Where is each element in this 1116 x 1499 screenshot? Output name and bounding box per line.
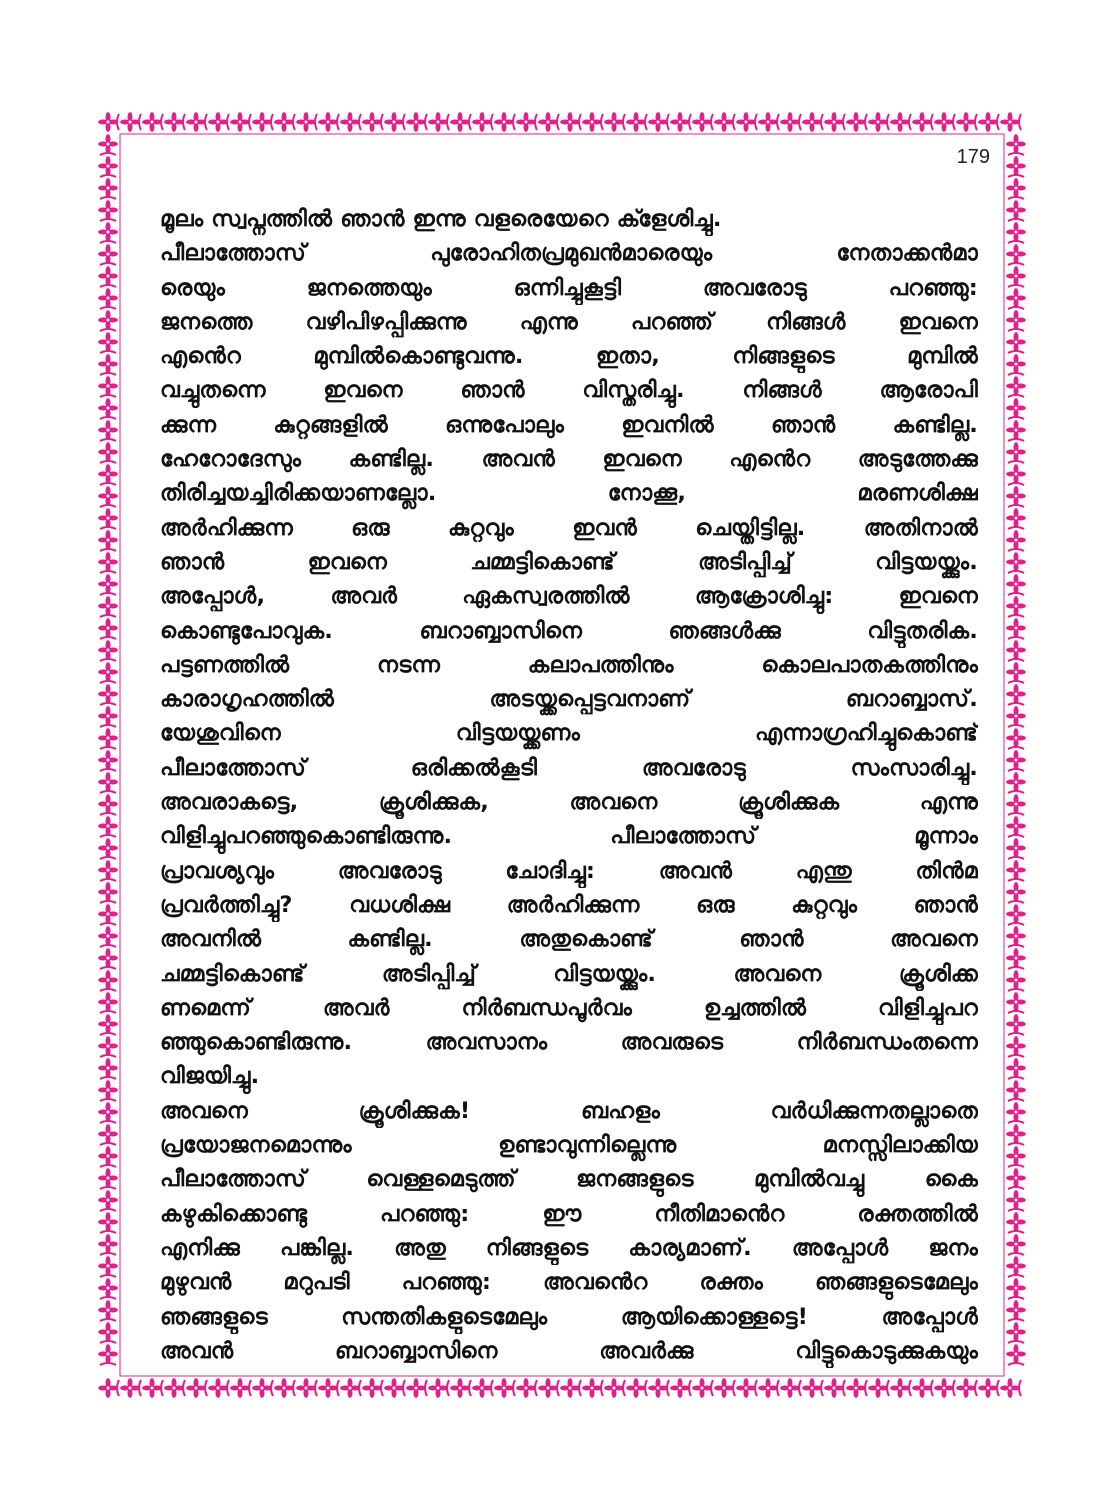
border-flower-motif	[98, 420, 118, 441]
border-flower-motif	[846, 1378, 867, 1398]
border-flower-motif	[296, 112, 317, 132]
border-flower-motif	[736, 112, 757, 132]
border-flower-motif	[450, 1378, 471, 1398]
border-flower-motif	[98, 288, 118, 309]
border-flower-motif	[98, 1036, 118, 1057]
border-flower-motif	[98, 860, 118, 881]
border-flower-motif	[98, 1014, 118, 1035]
border-flower-motif	[780, 112, 801, 132]
border-flower-motif	[318, 1378, 339, 1398]
text-line: ഞങ്ങളുടെ സന്തതികളുടെമേലും ആയിക്കൊള്ളട്ടെ! അപ്പോൾ	[160, 1303, 978, 1330]
border-flower-motif	[1006, 992, 1026, 1013]
border-flower-motif	[1006, 420, 1026, 441]
text-line: ണമെന്ന് അവർ നിർബന്ധപൂർവം ഉച്ചത്തിൽ വിളിച്ചുപറ	[160, 994, 978, 1021]
border-flower-motif	[186, 1378, 207, 1398]
border-flower-motif	[714, 112, 735, 132]
border-flower-motif	[98, 772, 118, 793]
body-text	[160, 202, 978, 1368]
border-flower-motif	[98, 530, 118, 551]
border-flower-motif	[472, 112, 493, 132]
border-flower-motif	[362, 1378, 383, 1398]
border-flower-motif	[912, 1378, 933, 1398]
border-flower-motif	[98, 266, 118, 287]
border-flower-motif	[494, 1378, 515, 1398]
border-flower-motif	[824, 112, 845, 132]
border-flower-motif	[934, 1378, 955, 1398]
border-flower-motif	[1006, 640, 1026, 661]
border-flower-motif	[186, 112, 207, 132]
border-flower-motif	[582, 112, 603, 132]
border-flower-motif	[956, 112, 977, 132]
border-flower-motif	[208, 112, 229, 132]
border-flower-motif	[98, 618, 118, 639]
border-flower-motif	[98, 750, 118, 771]
border-flower-motif	[98, 1190, 118, 1211]
border-flower-motif	[1006, 750, 1026, 771]
text-line: വിജയിച്ചു.	[160, 1063, 260, 1090]
border-flower-motif	[1006, 1102, 1026, 1123]
border-flower-motif	[274, 1378, 295, 1398]
border-flower-motif	[1006, 1168, 1026, 1189]
text-line: പ്രവർത്തിച്ചു? വധശിക്ഷ അർഹിക്കുന്ന ഒരു കുറ്റവും ഞാൻ	[160, 891, 978, 918]
border-flower-motif	[758, 1378, 779, 1398]
border-flower-motif	[1006, 486, 1026, 507]
border-flower-motif	[758, 112, 779, 132]
border-flower-motif	[1006, 684, 1026, 705]
border-flower-motif	[450, 112, 471, 132]
border-flower-motif	[648, 112, 669, 132]
border-flower-motif	[296, 1378, 317, 1398]
text-line: ക്കുന്ന കുറ്റങ്ങളിൽ ഒന്നുപോലും ഇവനിൽ ഞാൻ കണ്ടില്ല.	[160, 411, 978, 438]
border-flower-motif	[1006, 288, 1026, 309]
border-flower-motif	[1000, 1378, 1021, 1398]
border-flower-motif	[98, 1146, 118, 1167]
border-flower-motif	[98, 882, 118, 903]
border-flower-motif	[1006, 1080, 1026, 1101]
border-flower-motif	[98, 728, 118, 749]
border-flower-motif	[98, 1300, 118, 1321]
border-flower-motif	[98, 1278, 118, 1299]
text-line: പീലാത്തോസ് പുരോഹിതപ്രമുഖൻമാരെയും നേതാക്കൻമാ	[160, 240, 978, 267]
border-flower-motif	[98, 992, 118, 1013]
border-flower-motif	[1006, 618, 1026, 639]
border-flower-motif	[802, 112, 823, 132]
border-flower-motif	[98, 1256, 118, 1277]
border-flower-motif	[428, 112, 449, 132]
border-flower-motif	[582, 1378, 603, 1398]
border-flower-motif	[1006, 860, 1026, 881]
border-flower-motif	[824, 1378, 845, 1398]
text-line: രെയും ജനത്തെയും ഒന്നിച്ചുകൂട്ടി അവരോടു പറഞ്ഞു:	[160, 274, 978, 301]
text-line: എനിക്കു പങ്കില്ല. അതു നിങ്ങളുടെ കാര്യമാണ്. അപ്പോൾ ജനം	[160, 1234, 978, 1261]
border-flower-motif	[604, 112, 625, 132]
border-flower-motif	[428, 1378, 449, 1398]
border-flower-motif	[1006, 244, 1026, 265]
border-flower-motif	[406, 112, 427, 132]
border-flower-motif	[1006, 398, 1026, 419]
border-flower-motif	[98, 1102, 118, 1123]
text-line: പീലാത്തോസ് ഒരിക്കൽകൂടി അവരോടു സംസാരിച്ചു.	[160, 754, 978, 781]
border-flower-motif	[98, 1234, 118, 1255]
border-flower-motif	[1006, 178, 1026, 199]
border-flower-motif	[912, 112, 933, 132]
border-flower-motif	[98, 1058, 118, 1079]
border-flower-motif	[846, 112, 867, 132]
text-line: ചമ്മട്ടികൊണ്ട് അടിപ്പിച്ച് വിട്ടയയ്ക്കും. അവനെ ക്രൂശിക്ക	[160, 960, 978, 987]
border-flower-motif	[1006, 596, 1026, 617]
border-flower-motif	[98, 376, 118, 397]
border-flower-motif	[98, 178, 118, 199]
border-flower-motif	[98, 508, 118, 529]
border-flower-motif	[956, 1378, 977, 1398]
border-flower-motif	[98, 552, 118, 573]
border-flower-motif	[362, 112, 383, 132]
text-line: മൂലം സ്വപ്നത്തിൽ ഞാൻ ഇന്നു വളരെയേറെ ക്ളേശിച്ചു.	[160, 206, 722, 232]
border-flower-motif	[1006, 904, 1026, 925]
border-flower-motif	[560, 112, 581, 132]
border-flower-motif	[384, 1378, 405, 1398]
border-flower-motif	[340, 112, 361, 132]
border-flower-motif	[978, 1378, 999, 1398]
border-flower-motif	[142, 1378, 163, 1398]
border-flower-motif	[1006, 574, 1026, 595]
border-flower-motif	[1006, 1058, 1026, 1079]
border-flower-motif	[98, 662, 118, 683]
text-line: അവൻ ബറാബ്ബാസിനെ അവർക്കു വിട്ടുകൊടുക്കുകയും	[160, 1337, 978, 1364]
text-line: പീലാത്തോസ് വെള്ളമെടുത്ത് ജനങ്ങളുടെ മുമ്പിൽവച്ചു കൈ	[160, 1166, 978, 1193]
border-flower-motif	[98, 464, 118, 485]
border-flower-motif	[98, 486, 118, 507]
border-flower-motif	[1006, 1322, 1026, 1343]
text-line: തിരിച്ചയച്ചിരിക്കയാണല്ലോ. നോക്കൂ, മരണശിക്ഷ	[160, 480, 978, 507]
border-flower-motif	[538, 112, 559, 132]
border-flower-motif	[1006, 816, 1026, 837]
text-line: അവനിൽ കണ്ടില്ല. അതുകൊണ്ട് ഞാൻ അവനെ	[160, 926, 978, 953]
border-flower-motif	[1006, 508, 1026, 529]
border-flower-motif	[1006, 134, 1026, 155]
text-line: വിളിച്ചുപറഞ്ഞുകൊണ്ടിരുന്നു. പീലാത്തോസ് മൂന്നാം	[160, 823, 978, 850]
page-number: 179	[956, 146, 990, 168]
border-flower-motif	[1006, 1300, 1026, 1321]
border-flower-motif	[208, 1378, 229, 1398]
border-flower-motif	[98, 816, 118, 837]
border-flower-motif	[472, 1378, 493, 1398]
border-flower-motif	[516, 1378, 537, 1398]
border-flower-motif	[1006, 772, 1026, 793]
border-flower-motif	[516, 112, 537, 132]
border-flower-motif	[98, 574, 118, 595]
border-flower-motif	[98, 926, 118, 947]
border-flower-motif	[890, 1378, 911, 1398]
border-flower-motif	[736, 1378, 757, 1398]
border-flower-motif	[1006, 310, 1026, 331]
border-flower-motif	[1006, 530, 1026, 551]
border-flower-motif	[1006, 266, 1026, 287]
border-flower-motif	[98, 1344, 118, 1365]
border-flower-motif	[1006, 376, 1026, 397]
border-flower-motif	[98, 1124, 118, 1145]
border-flower-motif	[1006, 1256, 1026, 1277]
border-flower-motif	[1006, 706, 1026, 727]
border-flower-motif	[1006, 1278, 1026, 1299]
text-line: ഹേറോദേസും കണ്ടില്ല. അവൻ ഇവനെ എൻെറ അടുത്തേക്കു	[160, 446, 978, 473]
border-flower-motif	[274, 112, 295, 132]
border-flower-motif	[692, 112, 713, 132]
border-flower-motif	[714, 1378, 735, 1398]
text-line: അവനെ ക്രൂശിക്കുക! ബഹളം വർധിക്കുന്നതല്ലാതെ	[160, 1097, 978, 1124]
border-flower-motif	[98, 1080, 118, 1101]
border-flower-motif	[670, 112, 691, 132]
border-flower-motif	[252, 1378, 273, 1398]
text-line: പട്ടണത്തിൽ നടന്ന കലാപത്തിനും കൊലപാതകത്തിനും	[160, 651, 978, 678]
border-flower-motif	[1006, 1036, 1026, 1057]
border-flower-motif	[1000, 112, 1021, 132]
border-flower-motif	[1006, 728, 1026, 749]
border-flower-motif	[98, 112, 119, 132]
border-flower-motif	[538, 1378, 559, 1398]
border-flower-motif	[1006, 1124, 1026, 1145]
border-flower-motif	[868, 1378, 889, 1398]
border-flower-motif	[1006, 332, 1026, 353]
border-flower-motif	[340, 1378, 361, 1398]
border-flower-motif	[164, 112, 185, 132]
border-flower-motif	[604, 1378, 625, 1398]
border-flower-motif	[1006, 1190, 1026, 1211]
paragraph	[160, 236, 978, 1093]
border-flower-motif	[98, 222, 118, 243]
border-flower-motif	[252, 112, 273, 132]
border-flower-motif	[1006, 1146, 1026, 1167]
border-flower-motif	[868, 112, 889, 132]
border-flower-motif	[98, 310, 118, 331]
border-flower-motif	[494, 112, 515, 132]
border-flower-motif	[98, 904, 118, 925]
border-flower-motif	[98, 948, 118, 969]
border-flower-motif	[98, 244, 118, 265]
border-flower-motif	[1006, 926, 1026, 947]
border-flower-motif	[384, 112, 405, 132]
border-flower-motif	[934, 112, 955, 132]
border-flower-motif	[1006, 1234, 1026, 1255]
border-flower-motif	[120, 112, 141, 132]
border-flower-motif	[1006, 1344, 1026, 1365]
border-flower-motif	[1006, 948, 1026, 969]
border-flower-motif	[98, 706, 118, 727]
text-line: യേശുവിനെ വിട്ടയയ്ക്കണം എന്നാഗ്രഹിച്ചുകൊണ്ട്	[160, 720, 978, 747]
border-flower-motif	[230, 112, 251, 132]
border-flower-motif	[890, 112, 911, 132]
paragraph	[160, 202, 978, 236]
text-line: അർഹിക്കുന്ന ഒരു കുറ്റവും ഇവൻ ചെയ്തിട്ടില്ല. അതിനാൽ	[160, 514, 978, 541]
text-line: കൊണ്ടുപോവുക. ബറാബ്ബാസിനെ ഞങ്ങൾക്കു വിട്ടുതരിക.	[160, 617, 978, 644]
border-flower-motif	[98, 1322, 118, 1343]
border-flower-motif	[98, 1168, 118, 1189]
border-flower-motif	[648, 1378, 669, 1398]
border-flower-motif	[98, 354, 118, 375]
border-flower-motif	[98, 1378, 119, 1398]
border-flower-motif	[98, 398, 118, 419]
border-flower-motif	[98, 200, 118, 221]
border-flower-motif	[692, 1378, 713, 1398]
border-flower-motif	[98, 134, 118, 155]
text-line: പ്രയോജനമൊന്നും ഉണ്ടാവുന്നില്ലെന്നു മനസ്സിലാക്കിയ	[160, 1132, 978, 1159]
text-line: അപ്പോൾ, അവർ ഏകസ്വരത്തിൽ ആക്രോശിച്ചു: ഇവനെ	[160, 583, 978, 610]
border-flower-motif	[626, 1378, 647, 1398]
text-line: കഴുകിക്കൊണ്ടു പറഞ്ഞു: ഈ നീതിമാൻെറ രക്തത്തിൽ	[160, 1200, 978, 1227]
border-flower-motif	[670, 1378, 691, 1398]
text-line: ഞ്ഞുകൊണ്ടിരുന്നു. അവസാനം അവരുടെ നിർബന്ധംതന്നെ	[160, 1029, 978, 1056]
text-line: മുഴുവൻ മറുപടി പറഞ്ഞു: അവൻെറ രക്തം ഞങ്ങളുടെമേലും	[160, 1269, 978, 1296]
border-flower-motif	[164, 1378, 185, 1398]
border-flower-motif	[1006, 222, 1026, 243]
text-line: ഞാൻ ഇവനെ ചമ്മട്ടികൊണ്ട് അടിപ്പിച്ച് വിട്ടയയ്ക്കും.	[160, 548, 978, 575]
border-flower-motif	[120, 1378, 141, 1398]
border-flower-motif	[98, 640, 118, 661]
border-flower-motif	[98, 442, 118, 463]
border-flower-motif	[1006, 794, 1026, 815]
border-flower-motif	[1006, 464, 1026, 485]
border-flower-motif	[1006, 1212, 1026, 1233]
border-flower-motif	[98, 838, 118, 859]
border-flower-motif	[98, 794, 118, 815]
paragraph	[160, 1094, 978, 1368]
border-flower-motif	[98, 156, 118, 177]
text-line: ജനത്തെ വഴിപിഴപ്പിക്കുന്നു എന്നു പറഞ്ഞ് നിങ്ങൾ ഇവനെ	[160, 308, 978, 335]
border-flower-motif	[1006, 1014, 1026, 1035]
border-flower-motif	[978, 112, 999, 132]
text-line: കാരാഗൃഹത്തിൽ അടയ്ക്കപ്പെട്ടവനാണ് ബറാബ്ബാസ്.	[160, 686, 978, 713]
border-flower-motif	[1006, 970, 1026, 991]
border-flower-motif	[802, 1378, 823, 1398]
border-flower-motif	[406, 1378, 427, 1398]
border-flower-motif	[98, 332, 118, 353]
border-flower-motif	[1006, 354, 1026, 375]
border-flower-motif	[1006, 838, 1026, 859]
text-line: അവരാകട്ടെ, ക്രൂശിക്കുക, അവനെ ക്രൂശിക്കുക എന്നു	[160, 789, 978, 816]
border-flower-motif	[560, 1378, 581, 1398]
border-flower-motif	[1006, 882, 1026, 903]
border-flower-motif	[98, 970, 118, 991]
border-flower-motif	[230, 1378, 251, 1398]
border-flower-motif	[1006, 552, 1026, 573]
border-flower-motif	[142, 112, 163, 132]
border-flower-motif	[1006, 200, 1026, 221]
border-flower-motif	[318, 112, 339, 132]
border-flower-motif	[98, 684, 118, 705]
border-flower-motif	[98, 1212, 118, 1233]
border-flower-motif	[780, 1378, 801, 1398]
border-flower-motif	[626, 112, 647, 132]
border-flower-motif	[1006, 156, 1026, 177]
border-flower-motif	[1006, 662, 1026, 683]
border-flower-motif	[98, 596, 118, 617]
border-flower-motif	[1006, 442, 1026, 463]
text-line: വച്ചുതന്നെ ഇവനെ ഞാൻ വിസ്തരിച്ചു. നിങ്ങൾ ആരോപി	[160, 377, 978, 404]
text-line: എൻെറ മുമ്പിൽകൊണ്ടുവന്നു. ഇതാ, നിങ്ങളുടെ മുമ്പിൽ	[160, 343, 978, 370]
text-line: പ്രാവശ്യവും അവരോടു ചോദിച്ചു: അവൻ എന്തു തിൻമ	[160, 857, 978, 884]
